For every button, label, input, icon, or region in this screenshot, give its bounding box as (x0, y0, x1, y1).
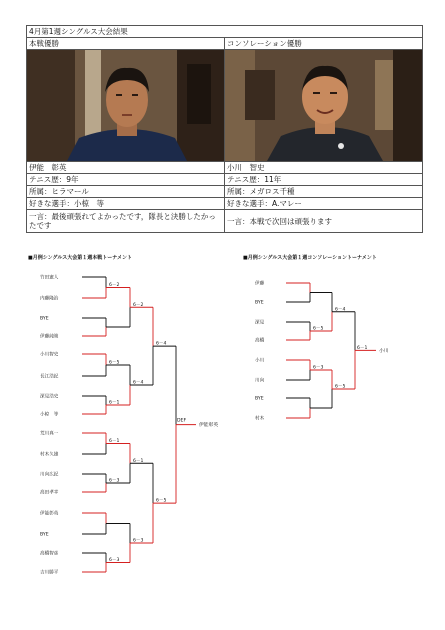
main-player-name: BYE (40, 316, 49, 322)
consolation-bracket-title: ■月例シングルス大会第１週コンソレーショントーナメント (243, 255, 377, 261)
main-r1-score: 6－1 (109, 439, 120, 444)
main-r2-score: 6－4 (133, 380, 144, 386)
main-r1-score: 6－3 (109, 478, 120, 484)
consolation-player-name: 深見 (255, 320, 265, 326)
main-r1-score: 6－1 (109, 400, 120, 406)
main-player-name: 吉川勝平 (40, 570, 59, 576)
main-player-name: 伊藤純策 (40, 334, 59, 340)
main-winner-label: 本戦優勝 (27, 38, 225, 50)
main-player-name: 伊能彰英 (40, 511, 59, 517)
main-winner-comment: 一言：最後頑張れてよかったです，隊長と決勝したかったです (27, 210, 225, 233)
main-player-name: 竹田憲人 (40, 275, 59, 281)
main-r3-score: 6－4 (156, 341, 167, 347)
main-player-name: 小椋 等 (40, 412, 59, 418)
main-r1-score: 6－2 (109, 283, 120, 288)
main-player-name: BYE (40, 532, 49, 538)
main-player-name: 川向広紀 (40, 472, 59, 478)
consolation-final-score: 6－1 (357, 345, 368, 351)
main-bracket-title: ■月例シングルス大会第１週本戦トーナメント (28, 255, 133, 261)
consolation-player-name: 伊藤 (255, 281, 265, 287)
main-champion-name: 伊能彰英 (199, 423, 219, 429)
consolation-winner-name: 小川 智史 (225, 162, 423, 174)
main-final-score: DEF (177, 418, 187, 424)
main-player-name: 内藤隆治 (40, 296, 59, 302)
main-player-name: 高田孝幸 (40, 490, 59, 496)
main-player-name: 長江浩紀 (40, 374, 59, 380)
main-r2-score: 6－3 (133, 538, 144, 544)
consolation-r1-score: 6－5 (313, 326, 324, 332)
consolation-winner-experience: テニス歴：11年 (225, 174, 423, 186)
main-r1-score: 6－3 (109, 558, 120, 563)
main-r2-score: 6－2 (133, 302, 144, 308)
main-winner-experience: テニス歴：9年 (27, 174, 225, 186)
consolation-winner-affiliation: 所属：メガロス千種 (225, 186, 423, 198)
consolation-r2-score: 6－4 (335, 307, 346, 313)
consolation-player-name: BYE (255, 300, 264, 306)
consolation-r1-score: 6－3 (313, 365, 324, 371)
main-player-name: 荒川真一 (40, 431, 59, 437)
consolation-winner-comment: 一言：本戦で次回は頑張ります (225, 210, 423, 233)
main-winner-name: 伊能 彰英 (27, 162, 225, 174)
main-r2-score: 6－1 (133, 458, 144, 464)
main-winner-affiliation: 所属：ヒラマール (27, 186, 225, 198)
consolation-champion-name: 小川 (379, 348, 389, 354)
main-winner-favorite: 好きな選手：小椋 等 (27, 198, 225, 210)
main-player-name: 深見浩史 (40, 394, 59, 400)
consolation-player-name: 小川 (255, 358, 265, 364)
consolation-player-name: 川向 (255, 378, 265, 384)
consolation-player-name: 高橋 (255, 338, 265, 344)
main-r1-score: 6－5 (109, 360, 120, 366)
sheet-title: 4月第1週シングルス大会結果 (27, 26, 423, 38)
main-r3-score: 6－5 (156, 498, 167, 504)
main-player-name: 高橋智彦 (40, 551, 59, 557)
consolation-winner-favorite: 好きな選手：A.マレー (225, 198, 423, 210)
consolation-player-name: 村木 (255, 416, 265, 422)
consolation-r2-score: 6－5 (335, 384, 346, 390)
main-player-name: 小川智史 (40, 352, 59, 358)
consolation-winner-label: コンソレーション優勝 (225, 38, 423, 50)
consolation-player-name: BYE (255, 396, 264, 402)
main-player-name: 村木久雄 (40, 452, 59, 458)
